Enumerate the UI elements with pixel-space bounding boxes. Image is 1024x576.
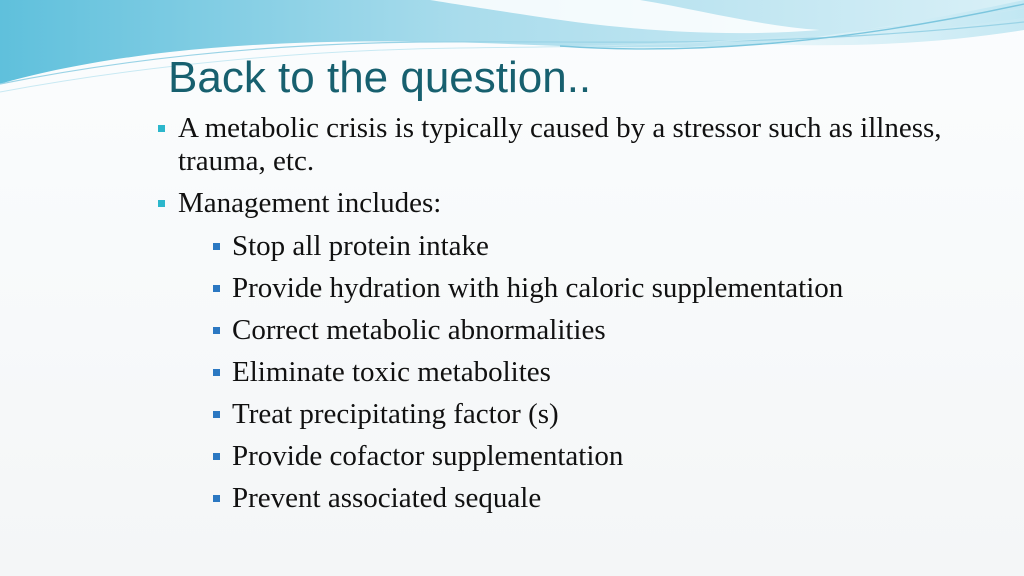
sub-bullet-list: [178, 229, 975, 516]
bullet-list: [155, 112, 975, 516]
sub-bullet-text: Eliminate toxic metabolites: [232, 356, 551, 388]
sub-bullet-item: [178, 481, 975, 516]
square-bullet-icon: [213, 243, 220, 250]
sub-bullet-text: Correct metabolic abnormalities: [232, 314, 606, 346]
sub-bullet-text: Provide hydration with high caloric supplementation: [232, 272, 844, 304]
sub-bullet-text: Stop all protein intake: [232, 230, 489, 262]
bullet-item: [155, 112, 975, 178]
square-bullet-icon: [158, 125, 165, 132]
square-bullet-icon: [213, 369, 220, 376]
square-bullet-icon: [213, 411, 220, 418]
square-bullet-icon: [213, 327, 220, 334]
sub-bullet-text: Prevent associated sequale: [232, 482, 542, 514]
sub-bullet-text: Provide cofactor supplementation: [232, 440, 624, 472]
slide-body: [155, 112, 975, 525]
sub-bullet-item: [178, 313, 975, 348]
sub-bullet-item: [178, 229, 975, 264]
square-bullet-icon: [213, 453, 220, 460]
sub-bullet-item: [178, 271, 975, 306]
square-bullet-icon: [213, 495, 220, 502]
square-bullet-icon: [213, 285, 220, 292]
sub-bullet-item: [178, 355, 975, 390]
bullet-text: Management includes:: [178, 187, 442, 219]
square-bullet-icon: [158, 200, 165, 207]
slide-title: Back to the question..: [168, 53, 592, 102]
sub-bullet-text: Treat precipitating factor (s): [232, 398, 559, 430]
sub-bullet-item: [178, 397, 975, 432]
sub-bullet-item: [178, 439, 975, 474]
bullet-text: A metabolic crisis is typically caused by a stressor such as illness, trauma, etc.: [178, 112, 942, 177]
bullet-item: [155, 187, 975, 516]
